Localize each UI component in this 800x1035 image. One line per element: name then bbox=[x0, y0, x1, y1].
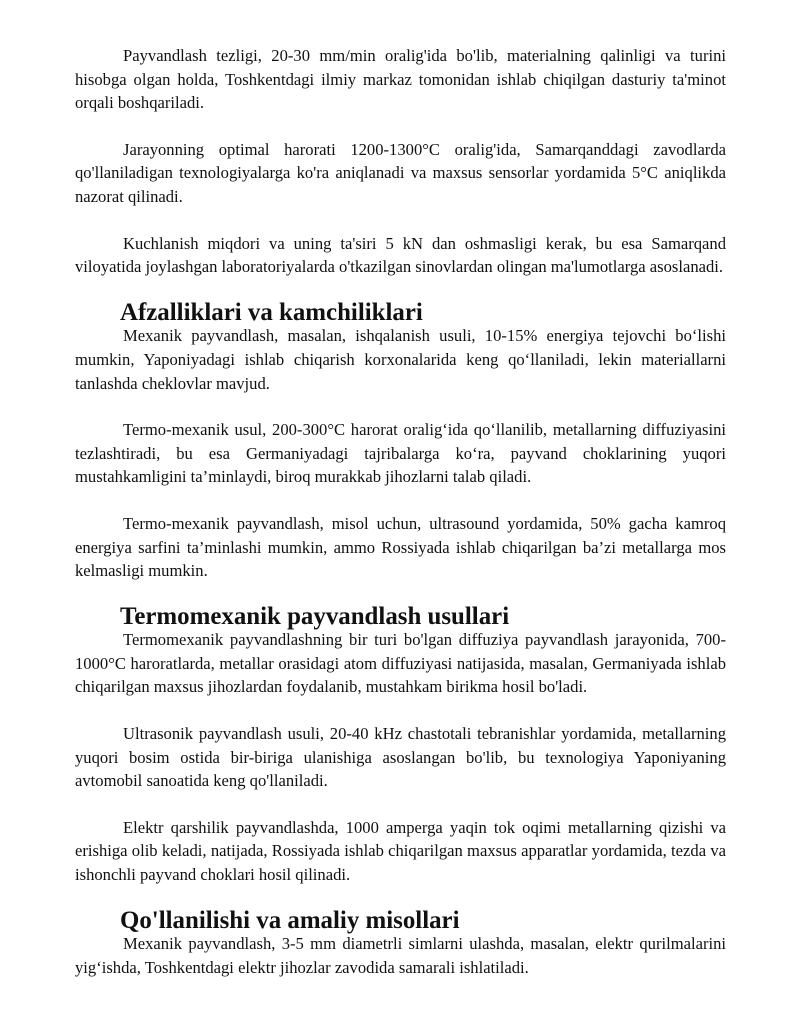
paragraph-mechanical-welding: Mexanik payvandlash, masalan, ishqalanish usuli, 10-15% energiya tejovchi bo‘lishi mumkin, Yaponiyadagi ishlab chiqarish korxonalarida keng qo‘llaniladi, lekin materiallarni tanlashda cheklovlar mavjud. bbox=[75, 326, 726, 393]
paragraph-ultrasound-welding: Termo-mexanik payvandlash, misol uchun, ultrasound yordamida, 50% gacha kamroq energiya sarfini ta’minlashi mumkin, ammo Rossiyada ishlab chiqarilgan ba’zi metallarga mos kelmasligi mumkin. bbox=[75, 513, 726, 581]
section-heading-advantages: Afzalliklari va kamchiliklari bbox=[120, 298, 423, 326]
section-heading-applications: Qo'llanilishi va amaliy misollari bbox=[120, 906, 460, 934]
paragraph-ultrasonic-method: Ultrasonik payvandlash usuli, 20-40 kHz chastotali tebranishlar yordamida, metallarning yuqori bosim ostida bir-biriga ulanishiga asoslangan bo'lib, bu texnologiya Yaponiyaning avtomobil sanoatida keng qo'llaniladi. bbox=[75, 724, 726, 791]
paragraph-load-force: Kuchlanish miqdori va uning ta'siri 5 kN dan oshmasligi kerak, bu esa Samarqand viloyatida joylashgan laboratoriyalarda o'tkazilgan sinovlardan olingan ma'lumotlarga asoslanadi. bbox=[75, 233, 726, 277]
paragraph-optimal-temperature: Jarayonning optimal harorati 1200-1300°C oralig'ida, Samarqanddagi zavodlarda qo'llaniladigan texnologiyalarga ko'ra aniqlanadi va maxsus sensorlar yordamida 5°C aniqlikda nazorat qilinadi. bbox=[75, 139, 726, 206]
paragraph-wire-joining: Mexanik payvandlash, 3-5 mm diametrli simlarni ulashda, masalan, elektr qurilmalarini yig‘ishda, Toshkentdagi elektr jihozlar zavodida samarali ishlatiladi. bbox=[75, 934, 726, 977]
paragraph-welding-speed: Payvandlash tezligi, 20-30 mm/min oralig'ida bo'lib, materialning qalinligi va turini hisobga olgan holda, Toshkentdagi ilmiy markaz tomonidan ishlab chiqilgan dasturiy ta'minot orqali boshqariladi. bbox=[75, 46, 726, 113]
section-heading-thermomechanical-methods: Termomexanik payvandlash usullari bbox=[120, 602, 510, 630]
paragraph-resistance-welding: Elektr qarshilik payvandlashda, 1000 amperga yaqin tok oqimi metallarning qizishi va erishiga olib keladi, natijada, Rossiyada ishlab chiqarilgan maxsus apparatlar yordamida, tezda va ishonchli payvand choklari hosil qilinadi. bbox=[75, 817, 726, 885]
paragraph-thermo-mechanical-method: Termo-mexanik usul, 200-300°C harorat oralig‘ida qo‘llanilib, metallarning diffuziyasini tezlashtiradi, bu esa Germaniyadagi tajribalarga ko‘ra, payvand choklarining yuqori mustahkamligini ta’minlaydi, biroq murakkab jihozlarni talab qiladi. bbox=[75, 420, 726, 487]
paragraph-diffusion-welding: Termomexanik payvandlashning bir turi bo'lgan diffuziya payvandlash jarayonida, 700-1000°C haroratlarda, metallar orasidagi atom diffuziyasi natijasida, masalan, Germaniyada ishlab chiqarilgan maxsus jihozlardan foydalanib, mustahkam birikma hosil bo'ladi. bbox=[75, 630, 726, 697]
document-page bbox=[75, 44, 726, 979]
